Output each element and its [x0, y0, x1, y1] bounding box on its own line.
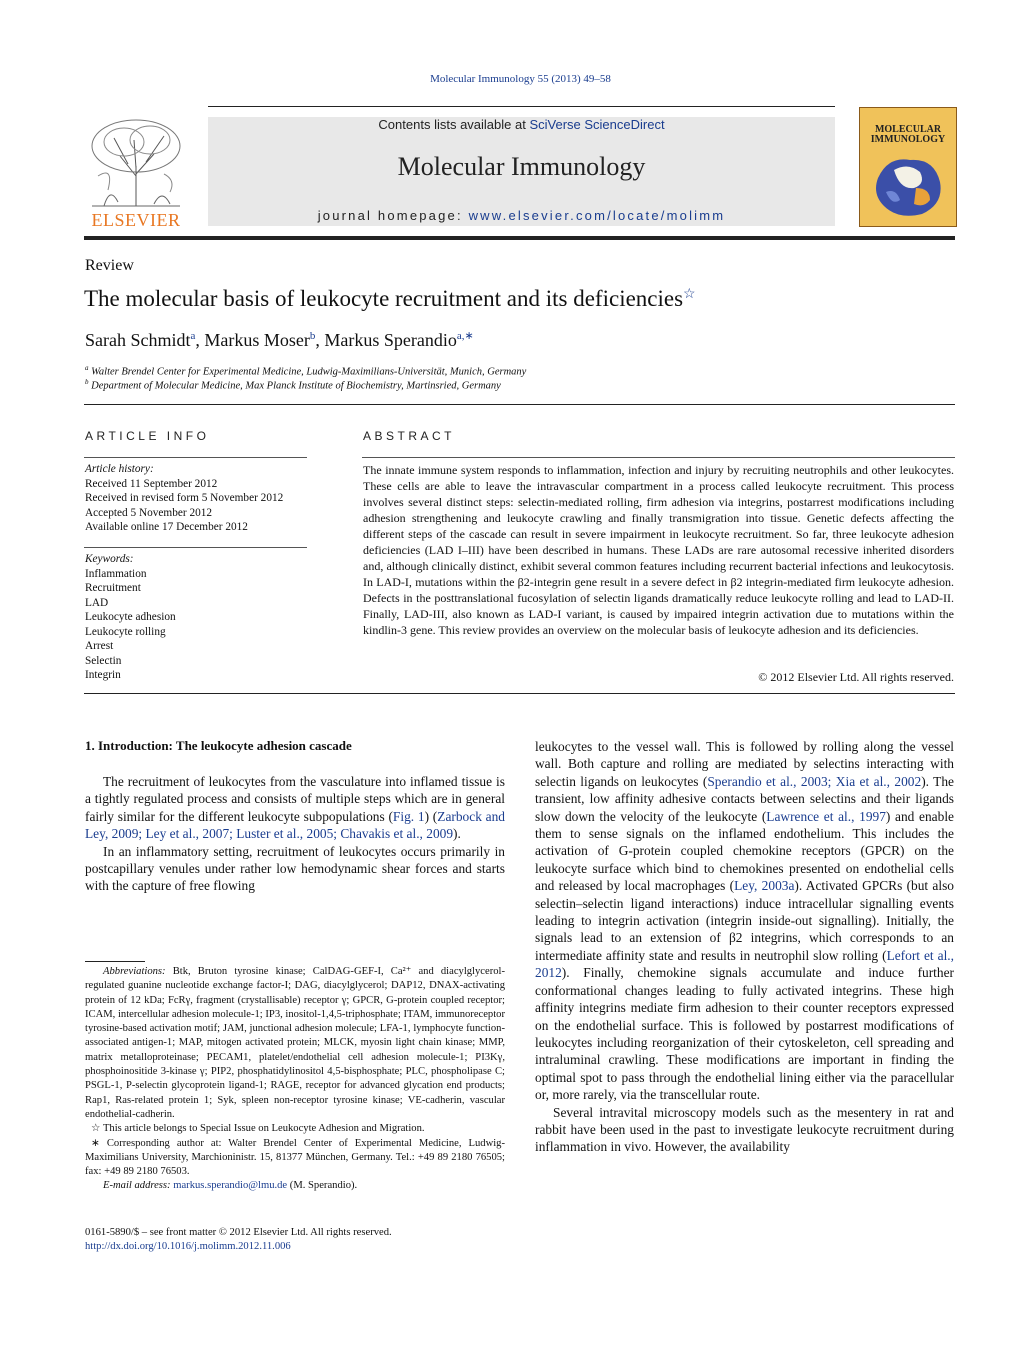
history-item: Accepted 5 November 2012	[85, 506, 213, 519]
history-item: Available online 17 December 2012	[85, 521, 248, 533]
journal-citation[interactable]: Molecular Immunology 55 (2013) 49–58	[430, 73, 611, 85]
text-run: ). The transient, low affinity adhesive contacts between selectins and their ligands slow down the velocity of the leukocyte (	[535, 773, 954, 824]
keyword: Inflammation	[85, 567, 147, 580]
journal-name: Molecular Immunology	[397, 152, 646, 181]
text-run: ). Activated GPCRs (but also selectin–selectin ligand interactions) induce intracellular signalling events leading to integrin activation (integrin inside-out signalling). Initially, the signals lead to an extension of β2 integrins, which corresponds to an intermediate affinity state and results in neutrophil slow rolling (	[535, 878, 954, 963]
author-name: Markus Moser	[204, 330, 310, 350]
article-history	[85, 462, 310, 535]
text-run: ).	[453, 826, 461, 842]
keyword: Integrin	[85, 669, 121, 681]
email-line	[85, 1179, 505, 1193]
author-name: Markus Sperandio	[324, 330, 457, 350]
keyword: Arrest	[85, 640, 114, 652]
history-item: Received 11 September 2012	[85, 477, 218, 490]
cover-title-line2: IMMUNOLOGY	[870, 134, 946, 145]
email-label: E-mail address:	[103, 1180, 171, 1192]
affil-mark: a	[85, 364, 89, 372]
abstract-heading: ABSTRACT	[363, 429, 456, 443]
journal-banner	[208, 117, 835, 226]
divider	[84, 457, 307, 458]
left-column	[85, 773, 505, 895]
divider	[362, 457, 955, 458]
citation-link[interactable]: Ley, 2003a	[734, 878, 795, 894]
section-heading: 1. Introduction: The leukocyte adhesion cascade	[85, 738, 352, 753]
article-title-text: The molecular basis of leukocyte recruitment and its deficiencies	[84, 286, 684, 311]
abbreviations	[85, 965, 505, 1122]
article-type: Review	[85, 257, 134, 274]
text-run: ) and enable them to sense signals on the inflamed endothelium. This includes the activation of G-protein coupled chemokine receptors (GPCR) on the leukocyte surface which bind to chemokines presented on endothelial cells and released by local macrophages (	[535, 808, 954, 894]
homepage-link[interactable]: www.elsevier.com/locate/molimm	[468, 208, 726, 223]
divider	[84, 693, 955, 694]
contents-line	[208, 117, 835, 132]
divider	[84, 404, 955, 405]
contents-prefix: Contents lists available at	[378, 117, 530, 132]
cover-title	[860, 125, 956, 145]
citation-link[interactable]: Lawrence et al., 1997	[766, 808, 886, 824]
email-link[interactable]: markus.sperandio@lmu.de	[173, 1180, 288, 1192]
citation-link[interactable]: Zarbock and Ley, 2009; Ley et al., 2007; Luster et al., 2005; Chavakis et al., 2009	[85, 808, 505, 842]
journal-cover[interactable]	[859, 107, 957, 227]
doi-link[interactable]: http://dx.doi.org/10.1016/j.molimm.2012.11.006	[85, 1241, 291, 1253]
homepage-prefix: journal homepage:	[317, 208, 469, 223]
abbrev-label: Abbreviations:	[103, 966, 166, 977]
citation-link[interactable]: Sperandio et al., 2003; Xia et al., 2002	[707, 773, 922, 789]
author-name: Sarah Schmidt	[85, 330, 191, 350]
star-footnote: ☆ This article belongs to Special Issue on Leukocyte Adhesion and Migration.	[91, 1123, 425, 1135]
affil-text: Department of Molecular Medicine, Max Planck Institute of Biochemistry, Martinsried, Germany	[91, 380, 501, 392]
keyword: Selectin	[85, 654, 122, 667]
publisher-name: ELSEVIER	[91, 210, 181, 230]
abstract-text: The innate immune system responds to inflammation, infection and injury by recruiting neutrophils and other leukocytes. These cells are able to leave the intravascular compartment in a process called leukocyte recruitment. This process involves several distinct steps: selectin-mediated rolling, firm adhesion via integrins, postarrest modifications including adhesion strengthening and leukocyte crawling and finally transmigration into tissue. Genetic defects affecting the different steps of the cascade can result in severe impairment in leukocyte recruitment. So far, three leukocyte adhesion deficiencies (LAD I–III) have been described in humans. These LADs are rare autosomal recessive inherited disorders and, although clinically distinct, exhibit several common features including recurrent bacterial infections and leukocytosis. In LAD-I, mutations within the β2-integrin gene result in a severe defect in β2 integrin-mediated firm leukocyte adhesion. Defects in the posttranslational fucosylation of selectin ligands dramatically reduce leukocyte rolling and lead to LAD-II. Finally, LAD-III, also known as LAD-I variant, is caused by impaired integrin activation due to mutations within the kindlin-3 gene. This review provides an overview on the molecular basis of leukocyte adhesion and its deficiencies.	[363, 463, 954, 637]
front-matter	[85, 1226, 525, 1255]
history-item: Received in revised form 5 November 2012	[85, 492, 284, 504]
text-run: ). Finally, chemokine signals accumulate and induce further conformational changes leading to fully activated integrins. These high affinity integrins mediate firm adhesion to their counter receptors expressed on the endothelial surface. This is followed by postarrest modifications of leukocytes including reorganization of their cytoskeleton, cell spreading and intraluminal crawling. These modifications are important in finding the optimal spot to pass through the endothelial lining either via the paracellular or, more rarely, via the transcellular route.	[535, 965, 954, 1103]
email-suffix: (M. Sperandio).	[287, 1180, 358, 1192]
header-rule	[208, 106, 835, 107]
article-title	[84, 286, 696, 312]
corresponding-footnote: ∗ Corresponding author at: Walter Brendel Center of Experimental Medicine, Ludwig-Maximilians University, Marchioninistr. 15, 81377 München, Germany. Tel.: +49 89 2180 76505; fax: +49 89 2180 76503.	[85, 1137, 505, 1178]
cover-title-line1: MOLECULAR	[874, 124, 942, 135]
affiliation	[85, 375, 501, 394]
keyword: LAD	[85, 596, 109, 609]
author-affil-mark[interactable]: a,∗	[456, 330, 474, 342]
paragraph	[535, 738, 954, 1104]
author-list: Sarah Schmidt$^a$, Markus Moser$^b$, Markus Sperandio$^{a,∗}$	[85, 330, 474, 350]
thick-rule	[84, 236, 955, 240]
elsevier-logo	[84, 116, 188, 230]
paragraph: Several intravital microscopy models such as the mesentery in rat and rabbit have been used in the past to investigate leukocyte recruitment during inflammation in vivo. However, the availability	[535, 1104, 954, 1155]
keywords-label: Keywords:	[85, 553, 134, 565]
footnote-rule	[85, 961, 145, 962]
text-run: ) (	[424, 808, 438, 824]
divider	[84, 547, 307, 548]
sciencedirect-link[interactable]: SciVerse ScienceDirect	[529, 117, 665, 132]
homepage-line	[208, 208, 835, 223]
abbrev-text: Btk, Bruton tyrosine kinase; CalDAG-GEF-I, Ca²⁺ and diacylglycerol-regulated guanine nucleotide exchange factor-I; DAG, diacylglycerol; DAP12, DNAX-activating protein of 12 kDa; FcRγ, fragment (crystallisable) receptor γ; GPCR, G-protein coupled receptor; ICAM, intercellular adhesion molecule-1; IP3, inositol-1,4,5-triphosphate; ITAM, immunoreceptor tyrosine-based activation motif; JAM, junctional adhesion molecule; LFA-1, lymphocyte function-associated antigen-1; MAP, mitogen activated protein; MLCK, myosin light chain kinase; MMP, matrix metalloproteinase; PECAM1, platelet/endothelial cell adhesion molecule-1; PI3Kγ, phosphoinositide 3-kinase γ; PIP2, phosphatidylinositol 4,5-bisphosphate; PLC, phospholipase C; PSGL-1, P-selectin glycoprotein ligand-1; RAGE, receptor for advanced glycation end products; Rap1, Ras-related protein 1; Syk, spleen non-receptor tyrosine kinase; VE-cadherin, vascular endothelial-cadherin.	[85, 966, 506, 1120]
footnotes	[85, 965, 505, 1194]
keyword: Leukocyte rolling	[85, 625, 166, 638]
paragraph	[85, 773, 505, 843]
figure-link[interactable]: Fig. 1	[392, 808, 425, 824]
keywords	[85, 552, 310, 683]
text-run: leukocytes to the vessel wall. This is followed by rolling along the vessel wall. Both capture and rolling are mediated by selectins interacting with selectin ligands on leukocytes (	[535, 739, 954, 789]
title-footnote-mark[interactable]: ☆	[683, 287, 696, 302]
article-info-heading: ARTICLE INFO	[85, 429, 210, 443]
elsevier-tree-icon	[84, 116, 188, 212]
citation-link[interactable]: Lefort et al., 2012	[535, 947, 954, 981]
text-run: The recruitment of leukocytes from the vasculature into inflamed tissue is a tightly regulated process and consists of multiple steps which are in general fairly similar for the different leukocyte subpopulations (	[85, 774, 505, 824]
affil-text: Walter Brendel Center for Experimental Medicine, Ludwig-Maximilians-Universität, Munich, Germany	[91, 366, 527, 378]
cover-protein-image	[868, 148, 948, 222]
affil-mark: b	[85, 378, 89, 386]
author-affil-mark[interactable]: a	[190, 330, 196, 342]
paragraph: In an inflammatory setting, recruitment of leukocytes occurs primarily in postcapillary venules under rather low hemodynamic shear forces and starts with the capture of free flowing	[85, 843, 505, 894]
right-column	[535, 738, 954, 1156]
issn-line: 0161-5890/$ – see front matter © 2012 Elsevier Ltd. All rights reserved.	[85, 1227, 392, 1238]
keyword: Recruitment	[85, 582, 141, 594]
keyword: Leukocyte adhesion	[85, 611, 176, 623]
author-affil-mark[interactable]: b	[309, 330, 316, 342]
copyright: © 2012 Elsevier Ltd. All rights reserved.	[758, 670, 954, 684]
history-label: Article history:	[85, 463, 154, 475]
